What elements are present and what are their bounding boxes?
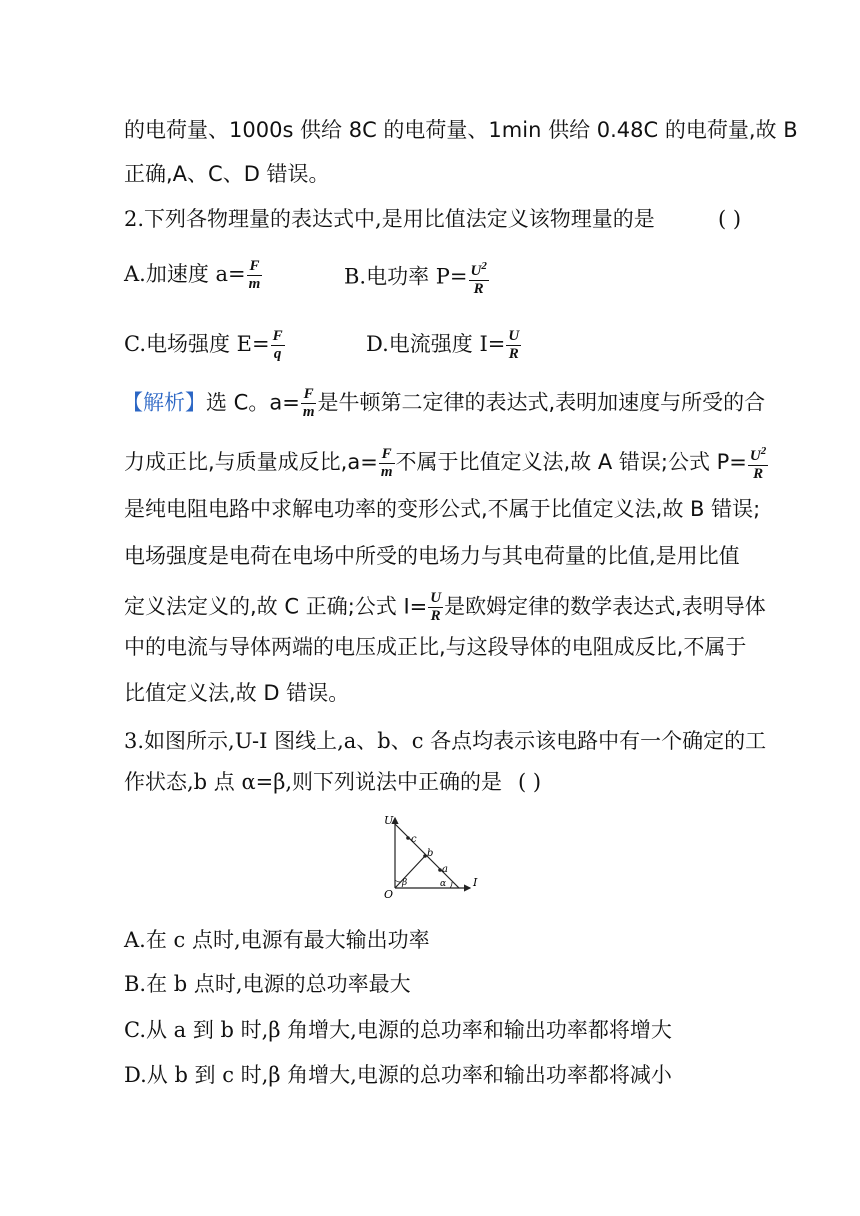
i-label: I bbox=[473, 876, 478, 889]
option-a-label: A.加速度 a= bbox=[124, 262, 246, 286]
line-to-b bbox=[395, 856, 425, 888]
option-c-label: C.电场强度 E= bbox=[124, 332, 270, 356]
analysis-line-6: 中的电流与导体两端的电压成正比,与这段导体的电阻成反比,不属于 bbox=[124, 635, 747, 659]
analysis-line-5: 定义法定义的,故 C 正确;公式 I= $\frac{U}{R}$ 是欧姆定律的数学表达式,表明导体 bbox=[124, 590, 766, 624]
c-label: c bbox=[411, 834, 417, 845]
u-label: U bbox=[384, 814, 394, 827]
beta-label: β bbox=[402, 878, 408, 888]
analysis-line-4: 电场强度是电荷在电场中所受的电场力与其电荷量的比值,是用比值 bbox=[124, 544, 740, 568]
fraction-f-over-m: $\frac{F}{m}$ bbox=[302, 386, 315, 420]
q3-answer-paren: ( ) bbox=[518, 770, 542, 794]
fraction-f-over-m: $\frac{F}{m}$ bbox=[248, 258, 261, 292]
q3-stem-line-2: 作状态,b 点 α=β,则下列说法中正确的是 bbox=[124, 770, 503, 794]
q2-option-b[interactable] bbox=[344, 258, 490, 298]
fraction-u-over-r: $\frac{U}{R}$ bbox=[430, 590, 442, 624]
q2-option-a[interactable] bbox=[124, 258, 263, 293]
q3-stem-line-1: 3.如图所示,U-I 图线上,a、b、c 各点均表示该电路中有一个确定的工 bbox=[124, 729, 767, 753]
o-label: O bbox=[384, 888, 394, 900]
a-label: a bbox=[442, 864, 448, 875]
q2-option-c[interactable] bbox=[124, 328, 286, 363]
fraction-u2-over-r: $\frac{U^2}{R}$ bbox=[470, 260, 487, 297]
alpha-arc bbox=[450, 882, 452, 888]
intro-line-1: 的电荷量、1000s 供给 8C 的电荷量、1min 供给 0.48C 的电荷量,故 B bbox=[124, 118, 798, 142]
point-c bbox=[406, 836, 410, 840]
q3-option-d[interactable]: D.从 b 到 c 时,β 角增大,电源的总功率和输出功率都将减小 bbox=[124, 1063, 672, 1087]
q2-answer-paren: ( ) bbox=[718, 207, 742, 231]
option-d-label: D.电流强度 I= bbox=[366, 332, 506, 356]
analysis-line-7: 比值定义法,故 D 错误。 bbox=[124, 681, 350, 705]
fraction-u2-over-r: $\frac{U^2}{R}$ bbox=[749, 445, 767, 482]
fraction-f-over-q: $\frac{F}{q}$ bbox=[272, 328, 283, 362]
analysis-line-2: 力成正比,与质量成反比,a= $\frac{F}{m}$ 不属于比值定义法,故 A 错误;公式 P= $\frac{U^2}{R}$ bbox=[124, 445, 767, 482]
b-label: b bbox=[427, 848, 434, 859]
analysis-line-1: 【解析】选 C。a= $\frac{F}{m}$ 是牛顿第二定律的表达式,表明加速度与所受的合 bbox=[122, 386, 766, 420]
q2-stem: 2.下列各物理量的表达式中,是用比值法定义该物理量的是 bbox=[124, 207, 655, 231]
fraction-f-over-m: $\frac{F}{m}$ bbox=[380, 445, 393, 480]
q3-option-a[interactable]: A.在 c 点时,电源有最大输出功率 bbox=[124, 928, 430, 952]
u-i-graph bbox=[378, 812, 488, 900]
analysis-line-3: 是纯电阻电路中求解电功率的变形公式,不属于比值定义法,故 B 错误; bbox=[124, 497, 761, 521]
beta-arc bbox=[395, 880, 401, 882]
q2-option-d[interactable] bbox=[366, 328, 522, 363]
q3-option-c[interactable]: C.从 a 到 b 时,β 角增大,电源的总功率和输出功率都将增大 bbox=[124, 1018, 672, 1042]
fraction-u-over-r: $\frac{U}{R}$ bbox=[508, 328, 520, 362]
analysis-tag: 【解析】 bbox=[122, 390, 206, 415]
q3-option-b[interactable]: B.在 b 点时,电源的总功率最大 bbox=[124, 972, 411, 996]
option-b-label: B.电功率 P= bbox=[344, 264, 468, 289]
alpha-label: α bbox=[440, 879, 447, 889]
intro-line-2: 正确,A、C、D 错误。 bbox=[124, 162, 330, 186]
